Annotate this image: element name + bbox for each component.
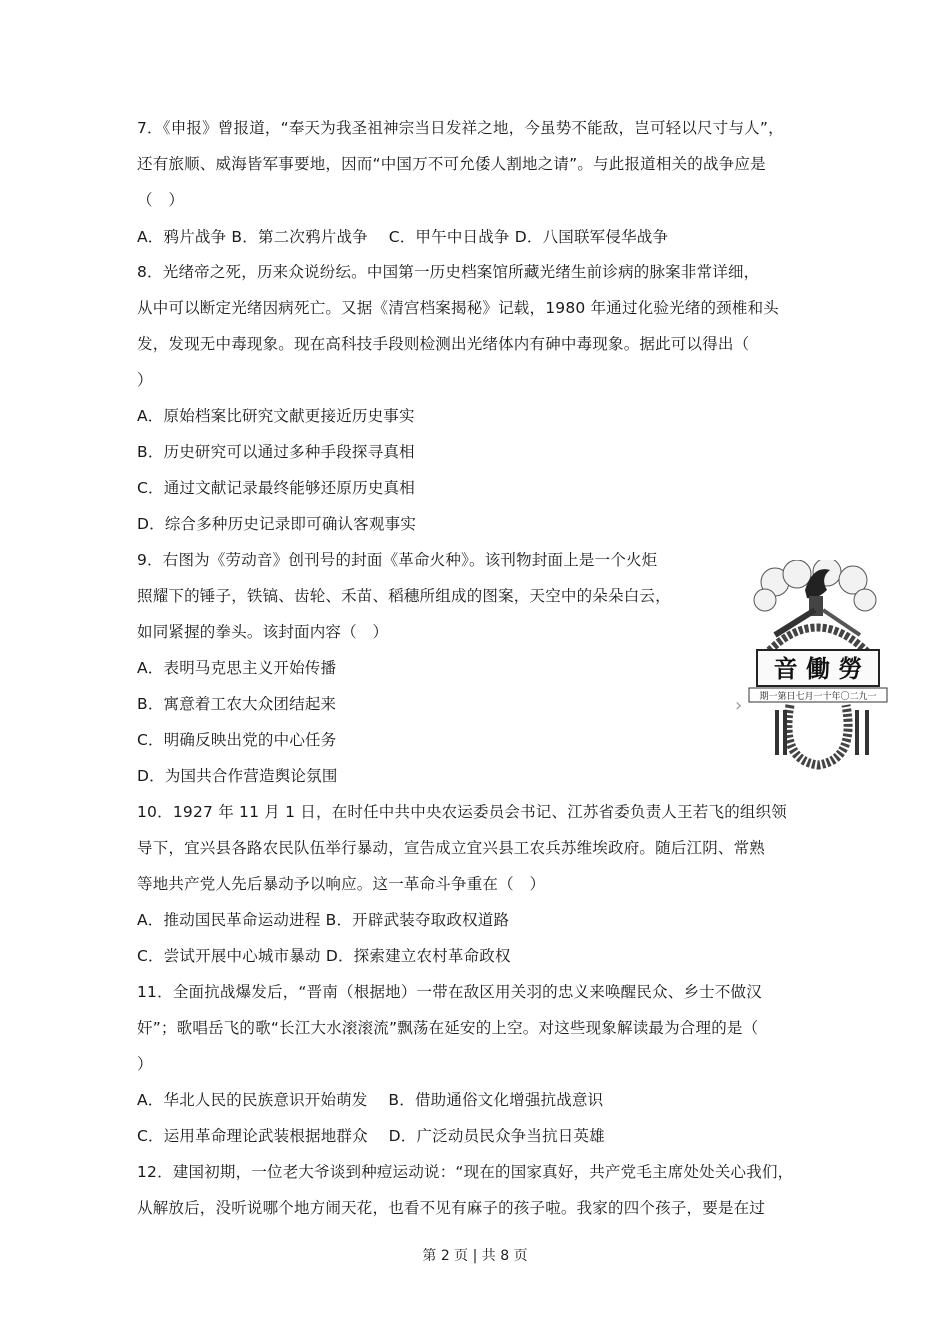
q10-line-3: 等地共产党人先后暴动予以响应。这一革命斗争重在（ ） — [137, 875, 546, 893]
q8-option-a: A．原始档案比研究文献更接近历史事实 — [137, 407, 415, 425]
q8-line-4: ） — [137, 371, 153, 389]
q11-options-cd: C．运用革命理论武装根据地群众 D．广泛动员民众争当抗日英雄 — [137, 1127, 605, 1145]
q10-options-cd: C．尝试开展中心城市暴动 D．探索建立农村革命政权 — [137, 947, 511, 965]
q7-line-2: 还有旅顺、威海皆军事要地，因而“中国万不可允倭人割地之请”。与此报道相关的战争应是 — [137, 155, 766, 173]
svg-text:期一第日七月一十年〇二九一: 期一第日七月一十年〇二九一 — [759, 692, 877, 702]
q8-option-c: C．通过文献记录最终能够还原历史真相 — [137, 479, 415, 497]
q8-option-b: B．历史研究可以通过多种手段探寻真相 — [137, 443, 415, 461]
q9-option-b: B．寓意着工农大众团结起来 — [137, 695, 337, 713]
q9-option-a: A．表明马克思主义开始传播 — [137, 659, 337, 677]
q12-line-1: 12．建国初期，一位老大爷谈到种痘运动说：“现在的国家真好，共产党毛主席处处关心我们， — [137, 1163, 794, 1181]
q7-line-3: （ ） — [137, 191, 185, 209]
q12-line-2: 从解放后，没听说哪个地方闹天花，也看不见有麻子的孩子啦。我家的四个孩子，要是在过 — [137, 1199, 766, 1217]
q11-line-2: 奸”；歌唱岳飞的歌“长江大水滚滚流”飘荡在延安的上空。对这些现象解读最为合理的是（ — [137, 1019, 759, 1037]
q10-line-2: 导下，宜兴县各路农民队伍举行暴动，宣告成立宜兴县工农兵苏维埃政府。随后江阴、常熟 — [137, 839, 766, 857]
q9-option-c: C．明确反映出党的中心任务 — [137, 731, 337, 749]
q10-options-ab: A．推动国民革命运动进程 B．开辟武装夺取政权道路 — [137, 911, 510, 929]
q9-line-2: 照耀下的锤子，铁镐、齿轮、禾苗、稻穗所组成的图案，天空中的朵朵白云， — [137, 587, 671, 605]
q9-line-1: 9．右图为《劳动音》创刊号的封面《革命火种》。该刊物封面上是一个火炬 — [137, 551, 658, 569]
q11-options-ab: A．华北人民的民族意识开始萌发 B．借助通俗文化增强抗战意识 — [137, 1091, 604, 1109]
svg-text:音 働 勞: 音 働 勞 — [773, 654, 863, 683]
q9-line-3: 如同紧握的拳头。该封面内容（ ） — [137, 623, 389, 641]
q8-line-2: 从中可以断定光绪因病死亡。又据《清宫档案揭秘》记载，1980 年通过化验光绪的颈椎和头 — [137, 299, 779, 317]
q11-line-1: 11．全面抗战爆发后，“晋南（根据地）一带在敌区用关羽的忠义来唤醒民众、乡士不做汉 — [137, 983, 762, 1001]
q9-option-d: D．为国共合作营造舆论氛围 — [137, 767, 338, 785]
q8-line-3: 发，发现无中毒现象。现在高科技手段则检测出光绪体内有砷中毒现象。据此可以得出（ — [137, 335, 750, 353]
page-footer: 第 2 页 | 共 8 页 — [422, 1248, 528, 1264]
q11-line-3: ） — [137, 1055, 153, 1073]
magazine-cover-image — [735, 560, 900, 770]
magazine-cover-illustration-icon — [735, 560, 900, 770]
q8-option-d: D．综合多种历史记录即可确认客观事实 — [137, 515, 417, 533]
arrow-mark-icon: › — [735, 695, 743, 716]
q7-options: A．鸦片战争 B．第二次鸦片战争 C．甲午中日战争 D．八国联军侵华战争 — [137, 228, 669, 246]
q8-line-1: 8．光绪帝之死，历来众说纷纭。中国第一历史档案馆所藏光绪生前诊病的脉案非常详细， — [137, 263, 760, 281]
q10-line-1: 10．1927 年 11 月 1 日，在时任中共中央农运委员会书记、江苏省委负责人王若飞的组织领 — [137, 803, 787, 821]
q7-line-1: 7．《申报》曾报道，“奉天为我圣祖神宗当日发祥之地，今虽势不能敌，岂可轻以尺寸与人”， — [137, 119, 784, 137]
